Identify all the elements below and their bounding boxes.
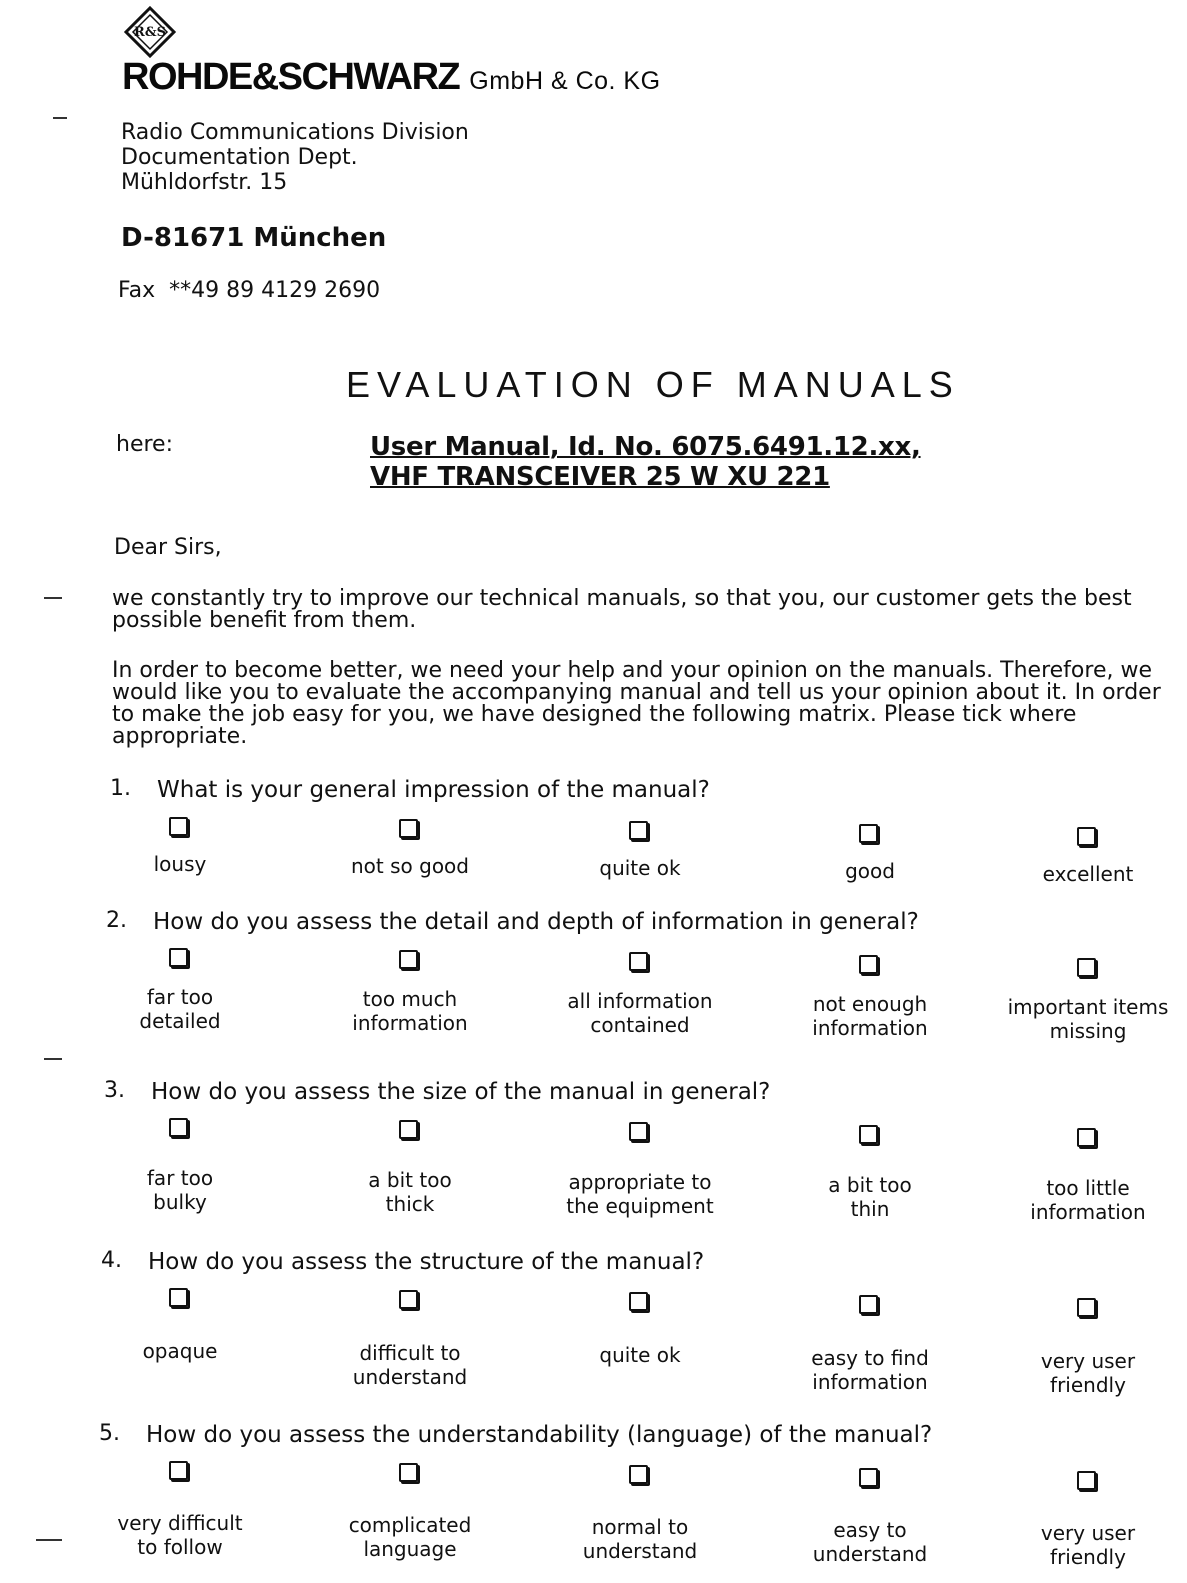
question-text: How do you assess the size of the manual in general? bbox=[151, 1079, 771, 1105]
option-label: far too bulky bbox=[146, 1166, 214, 1214]
address-line: Radio Communications Division bbox=[121, 120, 469, 145]
option-label: not enough information bbox=[812, 992, 928, 1040]
option-label: very difficult to follow bbox=[117, 1511, 243, 1559]
checkbox[interactable] bbox=[859, 824, 878, 843]
checkbox[interactable] bbox=[1077, 958, 1096, 977]
margin-mark bbox=[44, 1058, 62, 1060]
checkbox[interactable] bbox=[399, 1120, 418, 1139]
intro-paragraph: we constantly try to improve our technical manuals, so that you, our customer gets the best possible benefit from them. bbox=[112, 586, 1132, 633]
question-text: How do you assess the understandability (language) of the manual? bbox=[146, 1422, 933, 1448]
subject-block bbox=[370, 432, 921, 492]
page-title: EVALUATION OF MANUALS bbox=[346, 364, 960, 405]
fax-label: Fax bbox=[118, 278, 156, 303]
option-label: very user friendly bbox=[1040, 1521, 1136, 1569]
margin-mark bbox=[53, 117, 67, 119]
option-label: a bit too thin bbox=[828, 1173, 912, 1221]
checkbox[interactable] bbox=[399, 1463, 418, 1482]
checkbox[interactable] bbox=[1077, 1471, 1096, 1490]
checkbox[interactable] bbox=[629, 1292, 648, 1311]
fax-line bbox=[118, 278, 380, 303]
question-number: 5. bbox=[99, 1421, 120, 1446]
here-label: here: bbox=[116, 432, 173, 457]
question-text: How do you assess the detail and depth of information in general? bbox=[153, 909, 919, 935]
company-brand: ROHDE&SCHWARZ bbox=[122, 56, 460, 98]
option-label: normal to understand bbox=[582, 1515, 698, 1563]
option-label: very user friendly bbox=[1040, 1349, 1136, 1397]
option-label: not so good bbox=[351, 854, 469, 878]
question-text: What is your general impression of the manual? bbox=[157, 777, 710, 803]
option-label: appropriate to the equipment bbox=[566, 1170, 714, 1218]
checkbox[interactable] bbox=[169, 1288, 188, 1307]
checkbox[interactable] bbox=[859, 955, 878, 974]
question-number: 2. bbox=[106, 908, 127, 933]
address-line: Mühldorfstr. 15 bbox=[121, 170, 288, 195]
rohde-schwarz-logo-icon bbox=[124, 6, 176, 58]
option-label: all information contained bbox=[567, 989, 713, 1037]
option-label: lousy bbox=[153, 852, 207, 876]
option-label: a bit too thick bbox=[368, 1168, 452, 1216]
checkbox[interactable] bbox=[399, 950, 418, 969]
checkbox[interactable] bbox=[629, 821, 648, 840]
option-label: good bbox=[845, 859, 895, 883]
checkbox[interactable] bbox=[859, 1468, 878, 1487]
checkbox[interactable] bbox=[859, 1125, 878, 1144]
checkbox[interactable] bbox=[859, 1295, 878, 1314]
option-label: important items missing bbox=[1007, 995, 1169, 1043]
checkbox[interactable] bbox=[629, 952, 648, 971]
checkbox[interactable] bbox=[1077, 1298, 1096, 1317]
checkbox[interactable] bbox=[169, 1118, 188, 1137]
option-label: complicated language bbox=[348, 1513, 472, 1561]
subject-line: User Manual, Id. No. 6075.6491.12.xx, bbox=[370, 432, 921, 462]
company-suffix: GmbH & Co. KG bbox=[469, 67, 661, 95]
option-label: far too detailed bbox=[139, 985, 221, 1033]
address-line: Documentation Dept. bbox=[121, 145, 358, 170]
checkbox[interactable] bbox=[399, 819, 418, 838]
option-label: difficult to understand bbox=[352, 1341, 468, 1389]
checkbox[interactable] bbox=[169, 817, 188, 836]
checkbox[interactable] bbox=[169, 1461, 188, 1480]
option-label: quite ok bbox=[599, 856, 681, 880]
fax-number: **49 89 4129 2690 bbox=[169, 278, 381, 303]
checkbox[interactable] bbox=[169, 948, 188, 967]
margin-mark bbox=[36, 1539, 62, 1541]
question-number: 3. bbox=[104, 1078, 125, 1103]
question-number: 1. bbox=[110, 776, 131, 801]
option-label: excellent bbox=[1042, 862, 1134, 886]
checkbox[interactable] bbox=[399, 1290, 418, 1309]
margin-mark bbox=[44, 597, 62, 599]
request-paragraph: In order to become better, we need your help and your opinion on the manuals. Therefore, we would like you to evaluate the accompanying manual and tell us your opinion about it. In order to make the job easy for you, we have designed the following matrix. Please tick where appropriate. bbox=[112, 658, 1161, 749]
company-name bbox=[122, 56, 661, 99]
svg-text:R&S: R&S bbox=[134, 25, 166, 40]
checkbox[interactable] bbox=[629, 1465, 648, 1484]
option-label: easy to understand bbox=[812, 1518, 928, 1566]
option-label: too much information bbox=[352, 987, 468, 1035]
option-label: too little information bbox=[1030, 1176, 1146, 1224]
option-label: easy to find information bbox=[811, 1346, 929, 1394]
option-label: quite ok bbox=[599, 1343, 681, 1367]
salutation: Dear Sirs, bbox=[114, 535, 222, 560]
checkbox[interactable] bbox=[1077, 827, 1096, 846]
option-label: opaque bbox=[142, 1339, 218, 1363]
checkbox[interactable] bbox=[629, 1122, 648, 1141]
subject-line: VHF TRANSCEIVER 25 W XU 221 bbox=[370, 462, 830, 492]
address-block bbox=[121, 120, 469, 195]
question-number: 4. bbox=[101, 1248, 122, 1273]
city-line: D-81671 München bbox=[121, 223, 387, 253]
question-text: How do you assess the structure of the manual? bbox=[148, 1249, 705, 1275]
checkbox[interactable] bbox=[1077, 1128, 1096, 1147]
